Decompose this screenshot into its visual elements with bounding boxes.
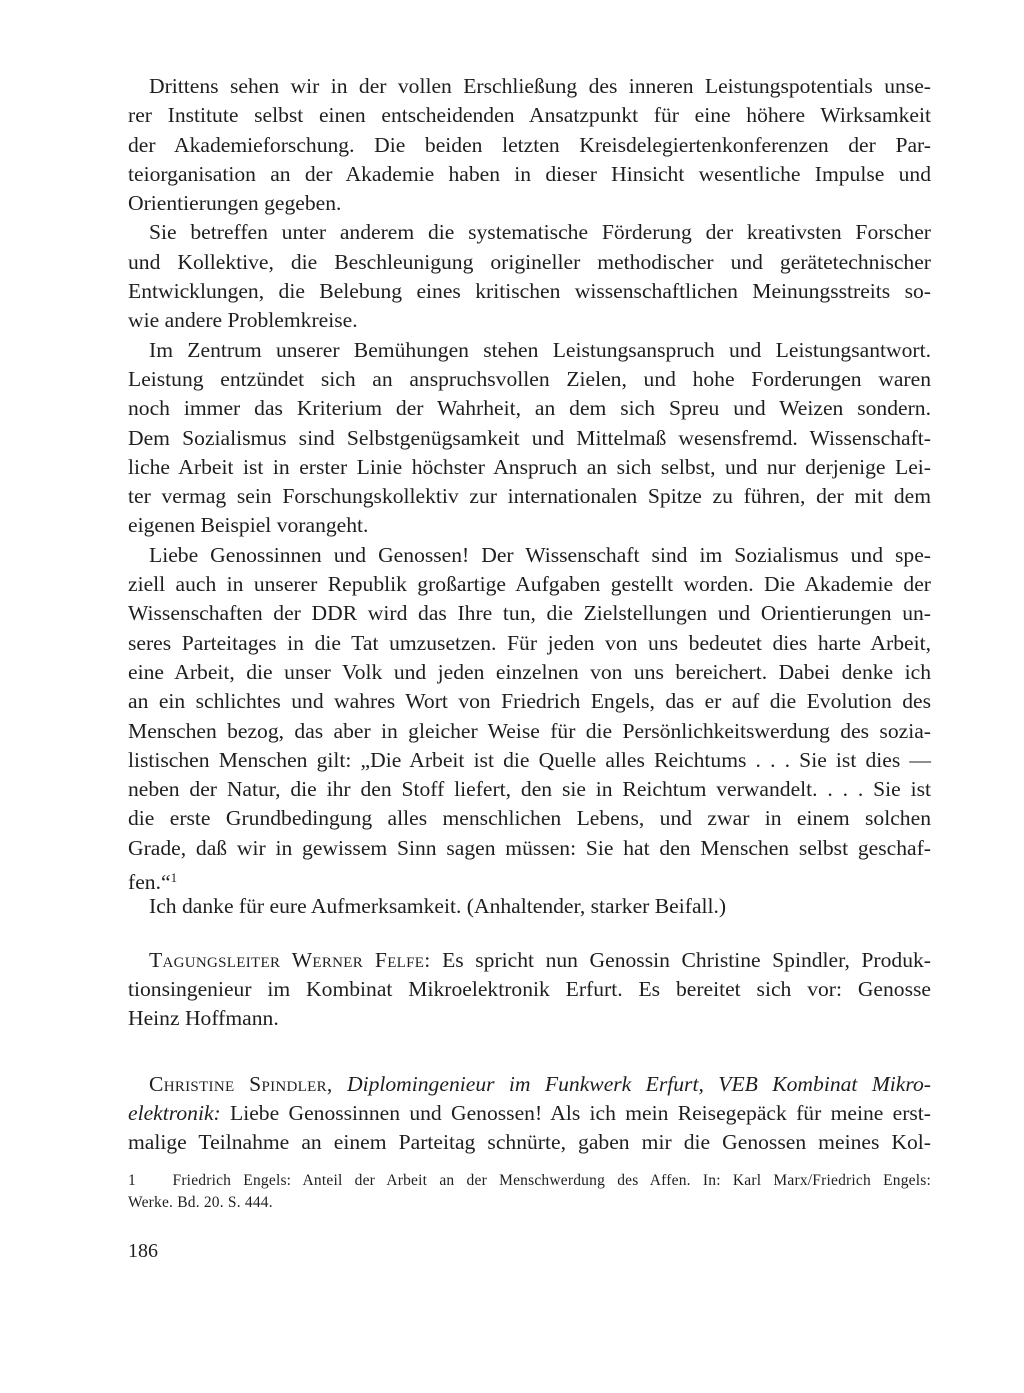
text-line (128, 1099, 931, 1128)
text-line (128, 863, 931, 895)
text-line: ter vermag sein Forschungskollektiv zur internationalen Spitze zu führen, der mit dem (128, 484, 931, 509)
text-line: teiorganisation an der Akademie haben in dieser Hinsicht wesentliche Impulse und (128, 161, 931, 186)
speaker-name: Christine Spindler, (149, 1071, 333, 1096)
text-line: Liebe Genossinnen und Genossen! Der Wissenschaft sind im Sozialismus und spe- (149, 542, 931, 567)
text-line: tionsingenieur im Kombinat Mikroelektronik Erfurt. Es bereitet sich vor: Genosse (128, 976, 931, 1001)
text-line: malige Teilnahme an einem Parteitag schnürte, gaben mir die Genossen meines Kol- (128, 1130, 931, 1155)
text-line: Leistung entzündet sich an anspruchsvollen Zielen, und hohe Forderungen waren (128, 366, 931, 391)
footnote (128, 1170, 931, 1214)
text-line: eine Arbeit, die unser Volk und jeden einzelnen von uns bereichert. Dabei denke ich (128, 659, 931, 684)
text-line: der Akademieforschung. Die beiden letzten Kreisdelegiertenkonferenzen der Par- (128, 132, 931, 157)
paragraph-5 (128, 892, 931, 921)
text-line: die erste Grundbedingung alles menschlichen Lebens, und zwar in einem solchen (128, 806, 931, 831)
page-body (128, 72, 931, 1157)
speaker-role: elektronik: (128, 1100, 221, 1125)
footnote-line (128, 1170, 931, 1192)
text-line (128, 1070, 931, 1099)
text-line: an ein schlichtes und wahres Wort von Friedrich Engels, das er auf die Evolution des (128, 689, 931, 714)
text-line: noch immer das Kriterium der Wahrheit, an dem sich Spreu und Weizen sondern. (128, 396, 931, 421)
text-line: Sie betreffen unter anderem die systematische Förderung der kreativsten Forscher (149, 220, 931, 245)
footnote-line: Werke. Bd. 20. S. 444. (128, 1194, 273, 1211)
text-line: Drittens sehen wir in der vollen Erschließung des inneren Leistungspotentials unse- (149, 74, 931, 98)
speaker-role: Diplomingenieur im Funkwerk Erfurt, VEB Kombinat Mikro- (346, 1071, 931, 1096)
next-speech (128, 1070, 931, 1158)
text-line: Grade, daß wir in gewissem Sinn sagen müssen: Sie hat den Menschen selbst geschaf- (128, 835, 931, 860)
paragraph-2 (128, 218, 931, 335)
text-line: neben der Natur, die ihr den Stoff liefert, den sie in Reichtum verwandelt. . . . Sie ist (128, 777, 931, 802)
text-line: Entwicklungen, die Belebung eines kritischen wissenschaftlichen Meinungsstreits so- (128, 279, 931, 304)
chair-announcement (128, 946, 931, 1034)
text-line: listischen Menschen gilt: „Die Arbeit ist die Quelle alles Reichtums . . . Sie ist dies — (128, 747, 931, 772)
text-line: Orientierungen gegeben. (128, 191, 342, 216)
text-line: und Kollektive, die Beschleunigung origineller methodischer und gerätetechnischer (128, 249, 931, 274)
paragraph-3 (128, 336, 931, 541)
text-line: rer Institute selbst einen entscheidenden Ansatzpunkt für eine höhere Wirksamkeit (128, 103, 931, 128)
text-fragment: Liebe Genossinnen und Genossen! Als ich mein Reisegepäck für meine erst- (230, 1100, 931, 1125)
footnote-reference[interactable]: 1 (170, 870, 178, 886)
text-line: Heinz Hoffmann. (128, 1006, 279, 1031)
text-line: eigenen Beispiel vorangeht. (128, 513, 369, 538)
text-line (128, 946, 931, 975)
text-line: seres Parteitages in die Tat umzusetzen. Für jeden von uns bedeutet dies harte Arbeit, (128, 630, 931, 655)
text-fragment: fen.“ (128, 870, 171, 895)
text-line: Menschen bezog, das aber in gleicher Weise für die Persönlichkeitswerdung des sozia- (128, 718, 931, 743)
footnote-text: Friedrich Engels: Anteil der Arbeit an der Menschwerdung des Affen. In: Karl Marx/Friedrich Engels: (172, 1172, 931, 1189)
footnote-number: 1 (128, 1172, 136, 1189)
text-line: liche Arbeit ist in erster Linie höchster Anspruch an sich selbst, und nur derjenige Lei- (128, 454, 931, 479)
paragraph-4 (128, 541, 931, 893)
text-line: Wissenschaften der DDR wird das Ihre tun, die Zielstellungen und Orientierungen un- (128, 601, 931, 626)
text-fragment: Es spricht nun Genossin Christine Spindler, Produk- (442, 947, 931, 972)
text-line: Dem Sozialismus sind Selbstgenügsamkeit und Mittelmaß wesensfremd. Wissenschaft- (128, 425, 931, 450)
paragraph-1 (128, 72, 931, 218)
page-number: 186 (128, 1240, 158, 1262)
text-line: ziell auch in unserer Republik großartige Aufgaben gestellt worden. Die Akademie der (128, 572, 931, 597)
text-line: Im Zentrum unserer Bemühungen stehen Leistungsanspruch und Leistungsantwort. (149, 337, 931, 362)
text-line: Ich danke für eure Aufmerksamkeit. (Anhaltender, starker Beifall.) (149, 894, 727, 919)
speaker-name: Tagungsleiter Werner Felfe: (149, 947, 431, 972)
text-line: wie andere Problemkreise. (128, 308, 358, 333)
